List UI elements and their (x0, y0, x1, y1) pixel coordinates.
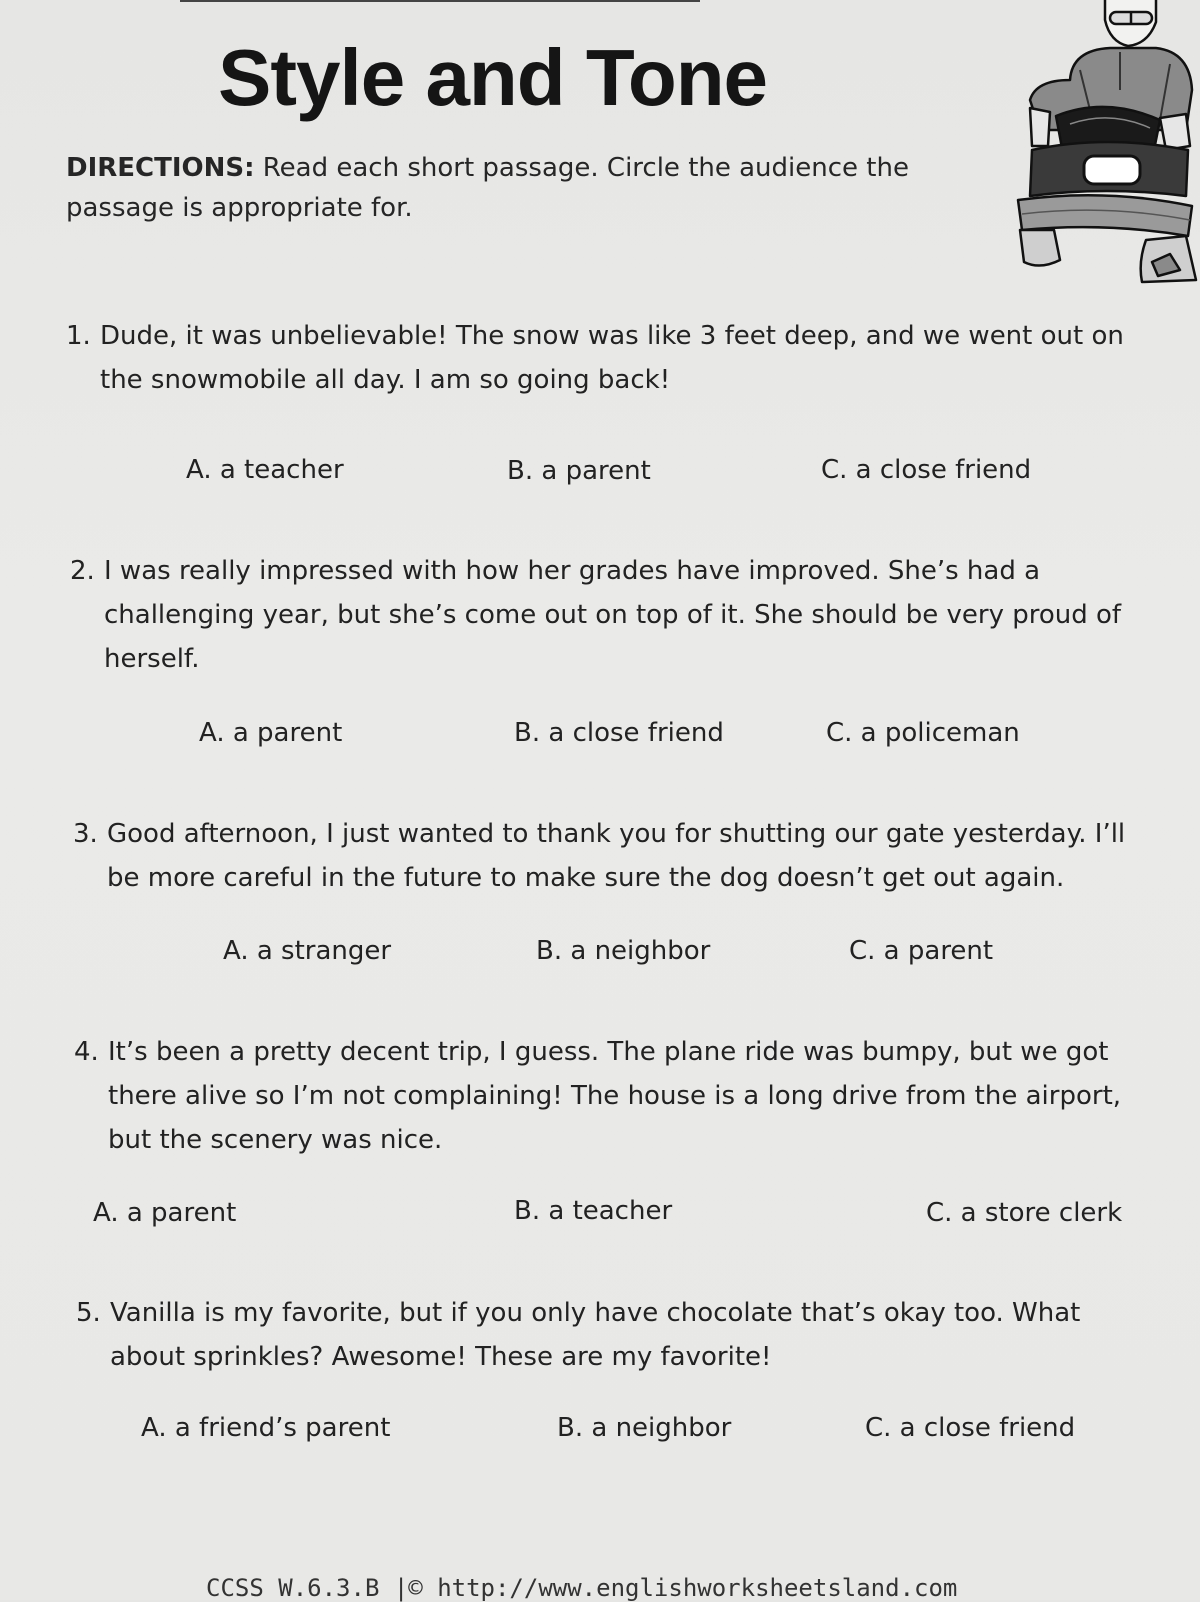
question-4 (74, 1030, 1154, 1162)
footer-citation: CCSS W.6.3.B |© http://www.englishworksheetsland.com (206, 1574, 958, 1602)
question-3-option-a[interactable]: A. a stranger (223, 936, 392, 966)
question-text: Dude, it was unbelievable! The snow was like 3 feet deep, and we went out on the snowmobile all day. I am so going back! (100, 321, 1124, 395)
question-number: 1. (66, 321, 91, 351)
question-2 (70, 549, 1150, 681)
question-1 (66, 314, 1146, 402)
question-text: Vanilla is my favorite, but if you only have chocolate that’s okay too. What about sprinkles? Awesome! These are my favorite! (110, 1298, 1081, 1372)
question-4-option-c[interactable]: C. a store clerk (926, 1198, 1123, 1228)
question-text: I was really impressed with how her grades have improved. She’s had a challenging year, but she’s come out on top of it. She should be very proud of herself. (104, 556, 1122, 674)
question-4-option-a[interactable]: A. a parent (93, 1198, 237, 1228)
question-1-option-b[interactable]: B. a parent (507, 456, 651, 486)
question-2-option-c[interactable]: C. a policeman (826, 718, 1020, 748)
question-3-option-b[interactable]: B. a neighbor (536, 936, 711, 966)
question-number: 2. (70, 556, 95, 586)
question-3 (73, 812, 1153, 900)
directions-label: DIRECTIONS: (66, 153, 255, 183)
question-5 (76, 1291, 1156, 1379)
question-text: Good afternoon, I just wanted to thank you for shutting our gate yesterday. I’ll be more careful in the future to make sure the dog doesn’t get out again. (107, 819, 1126, 893)
question-5-option-a[interactable]: A. a friend’s parent (141, 1413, 391, 1443)
question-number: 4. (74, 1037, 99, 1067)
question-number: 5. (76, 1298, 101, 1328)
question-4-option-b[interactable]: B. a teacher (514, 1196, 673, 1226)
directions-text: Read each short passage. Circle the audience the passage is appropriate for. (66, 153, 909, 223)
question-5-option-b[interactable]: B. a neighbor (557, 1413, 732, 1443)
question-2-option-a[interactable]: A. a parent (199, 718, 343, 748)
question-text: It’s been a pretty decent trip, I guess. The plane ride was bumpy, but we got there alive so I’m not complaining! The house is a long drive from the airport, but the scenery was nice. (108, 1037, 1122, 1155)
directions (66, 148, 946, 228)
question-1-option-a[interactable]: A. a teacher (186, 455, 344, 485)
top-rule (180, 0, 700, 2)
question-number: 3. (73, 819, 98, 849)
question-5-option-c[interactable]: C. a close friend (865, 1413, 1076, 1443)
page-title: Style and Tone (218, 33, 768, 122)
question-1-option-c[interactable]: C. a close friend (821, 455, 1032, 485)
snowmobile-illustration (1010, 0, 1200, 290)
question-3-option-c[interactable]: C. a parent (849, 936, 994, 966)
question-2-option-b[interactable]: B. a close friend (514, 718, 724, 748)
